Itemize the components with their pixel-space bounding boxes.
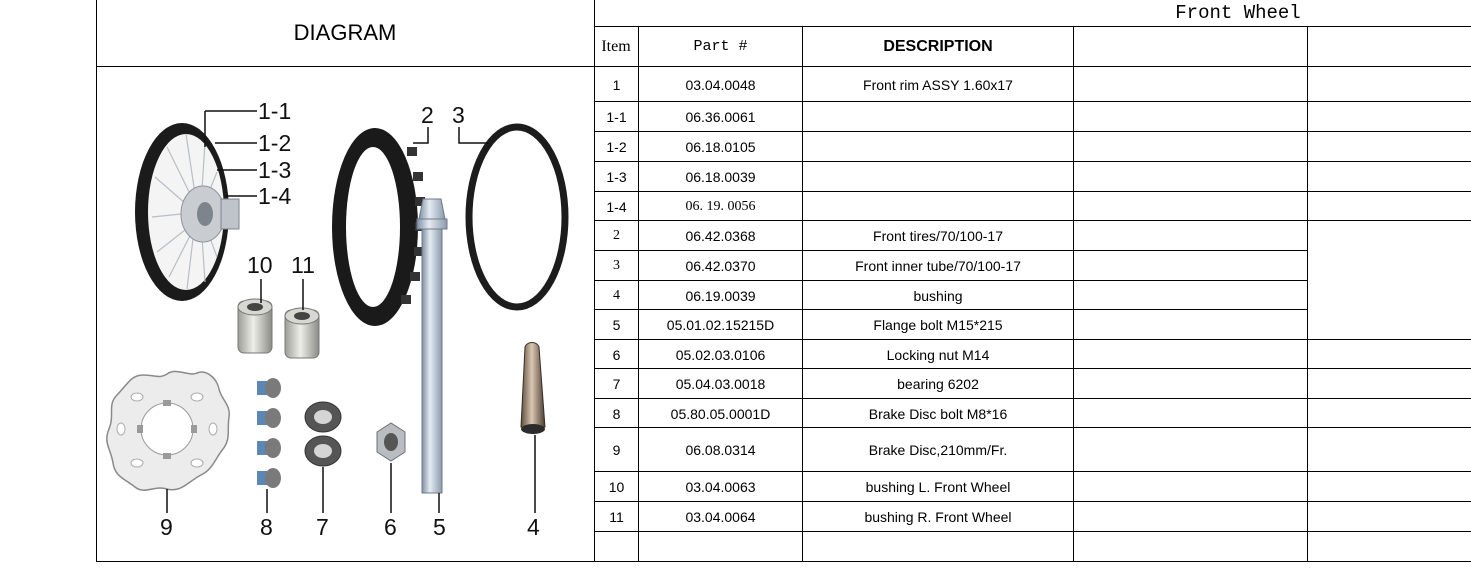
description-cell: bushing R. Front Wheel bbox=[864, 509, 1012, 525]
callout-11: 11 bbox=[291, 252, 315, 278]
item-cell: 1-2 bbox=[606, 139, 627, 155]
callout-10: 10 bbox=[247, 252, 273, 278]
part-number-cell: 06.42.0370 bbox=[685, 258, 756, 274]
bushing-right-icon bbox=[285, 308, 319, 358]
description-cell: Locking nut M14 bbox=[886, 346, 990, 363]
divider-extra bbox=[1307, 26, 1308, 562]
column-header-part: Part # bbox=[693, 38, 748, 55]
item-cell: 3 bbox=[613, 258, 620, 273]
item-cell: 8 bbox=[612, 405, 621, 422]
part-number-cell: 03.04.0063 bbox=[685, 479, 756, 495]
callout-7: 7 bbox=[316, 514, 329, 540]
description-cell bbox=[803, 192, 1073, 221]
description-cell bbox=[803, 162, 1073, 192]
border-bottom bbox=[96, 561, 1471, 562]
callout-1-3: 1-3 bbox=[258, 157, 292, 183]
callout-3: 3 bbox=[452, 102, 465, 128]
exploded-diagram bbox=[97, 67, 594, 561]
page-title: Front Wheel bbox=[1175, 2, 1301, 24]
description-cell: Front rim ASSY 1.60x17 bbox=[863, 76, 1013, 93]
part-number-cell: 06.36.0061 bbox=[685, 109, 756, 125]
brake-disc-icon bbox=[107, 371, 229, 490]
callout-1-1: 1-1 bbox=[258, 98, 292, 124]
item-cell: 11 bbox=[609, 509, 624, 525]
part-number-cell: 05.01.02.15215D bbox=[666, 317, 775, 333]
description-cell: Brake Disc,210mm/Fr. bbox=[868, 442, 1008, 458]
bushing-left-icon bbox=[238, 299, 272, 353]
item-cell: 1 bbox=[612, 76, 621, 93]
part-number-cell: 05.02.03.0106 bbox=[675, 346, 766, 363]
callout-2: 2 bbox=[421, 102, 434, 128]
description-cell bbox=[803, 132, 1073, 162]
part-number-cell: 06.08.0314 bbox=[685, 442, 756, 458]
item-cell: 1-4 bbox=[606, 198, 627, 215]
callout-5: 5 bbox=[433, 514, 446, 540]
description-cell: Front inner tube/70/100-17 bbox=[855, 258, 1021, 274]
item-cell: 7 bbox=[612, 376, 621, 392]
callout-8: 8 bbox=[260, 514, 273, 540]
description-cell bbox=[803, 532, 1073, 561]
item-cell: 1-3 bbox=[606, 169, 627, 185]
item-cell: 2 bbox=[613, 228, 620, 243]
item-cell: 1-1 bbox=[606, 109, 627, 125]
axle-bolt-icon bbox=[417, 199, 447, 493]
part-number-cell: 05.80.05.0001D bbox=[670, 405, 771, 422]
locking-nut-icon bbox=[377, 423, 405, 461]
item-cell: 6 bbox=[612, 346, 621, 363]
part-number-cell: 03.04.0048 bbox=[685, 76, 756, 93]
inner-tube-icon bbox=[469, 127, 565, 307]
disc-bolts-icon bbox=[257, 378, 281, 488]
callout-9: 9 bbox=[160, 514, 173, 540]
callout-6: 6 bbox=[384, 514, 397, 540]
item-cell: 5 bbox=[612, 317, 621, 333]
description-cell: bushing bbox=[913, 287, 963, 304]
tire-icon bbox=[332, 128, 425, 326]
rim-assembly-icon bbox=[135, 123, 239, 301]
callout-4: 4 bbox=[527, 514, 540, 540]
column-header-item: Item bbox=[601, 37, 631, 55]
item-cell: 10 bbox=[608, 479, 625, 495]
part-number-cell: 06.42.0368 bbox=[685, 228, 756, 244]
part-number-cell: 05.04.03.0018 bbox=[675, 376, 766, 392]
part-number-cell: 06.18.0105 bbox=[685, 139, 756, 155]
part-number-cell: 06.18.0039 bbox=[685, 169, 756, 185]
item-cell: 9 bbox=[612, 442, 621, 458]
diagram-heading: DIAGRAM bbox=[293, 20, 397, 45]
part-number-cell: 06.19.0039 bbox=[685, 287, 756, 304]
description-cell bbox=[803, 102, 1073, 132]
diagram-svg bbox=[97, 67, 594, 561]
description-cell: bearing 6202 bbox=[897, 376, 979, 392]
description-cell: Brake Disc bolt M8*16 bbox=[868, 405, 1008, 422]
part-number-cell: 06. 19. 0056 bbox=[685, 198, 756, 214]
item-cell bbox=[595, 532, 638, 561]
callout-1-2: 1-2 bbox=[258, 130, 292, 156]
description-cell: bushing L. Front Wheel bbox=[865, 479, 1011, 495]
part-number-cell bbox=[639, 532, 802, 561]
callout-1-4: 1-4 bbox=[258, 183, 292, 209]
bearings-icon bbox=[305, 402, 341, 466]
part-number-cell: 03.04.0064 bbox=[685, 509, 756, 525]
divider-desc bbox=[1073, 26, 1074, 562]
item-cell: 4 bbox=[613, 287, 620, 303]
description-cell: Flange bolt M15*215 bbox=[873, 317, 1003, 333]
column-header-description: DESCRIPTION bbox=[883, 37, 993, 55]
bushing-sleeve-icon bbox=[521, 343, 545, 435]
description-cell: Front tires/70/100-17 bbox=[873, 228, 1003, 244]
